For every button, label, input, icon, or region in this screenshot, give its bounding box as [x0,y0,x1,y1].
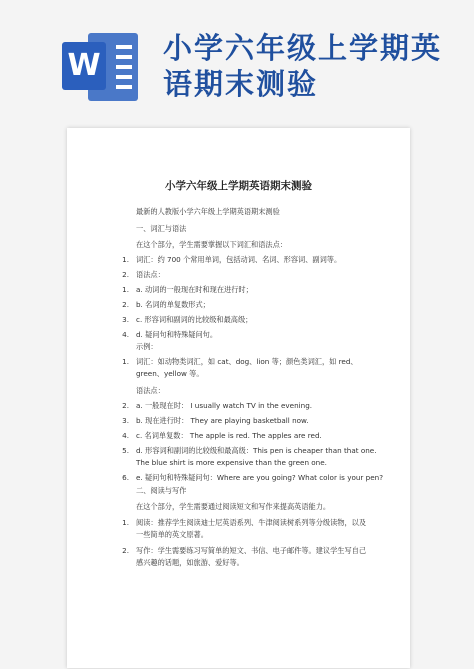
list-item: 词汇：如动物类词汇，如 cat、dog、lion 等；颜色类词汇，如 red、 [136,357,358,366]
list-item: 阅读：推荐学生阅读迪士尼英语系列、牛津阅读树系列等分级读物，以及 [136,518,367,527]
section-heading: 一、词汇与语法 [136,224,187,233]
list-marker: 2. [122,270,129,279]
list-marker: 3. [122,416,129,425]
section-heading: 二、阅读与写作 [136,486,187,495]
list-marker: 2. [122,546,129,555]
list-marker: 6. [122,473,129,482]
list-marker: 2. [122,300,129,309]
list-item: 写作：学生需要练习写简单的短文、书信、电子邮件等。建议学生写自己 [136,546,367,555]
list-marker: 1. [122,357,129,366]
list-marker: 4. [122,330,129,339]
list-marker: 1. [122,518,129,527]
list-item: 语法点： [136,270,165,279]
doc-line: 语法点： [136,386,165,395]
list-item: c. 形容词和副词的比较级和最高级； [136,315,253,324]
list-item: d. 疑问句和特殊疑问句。 [136,330,218,339]
word-document-icon [62,28,138,106]
list-item: a. 动词的一般现在时和现在进行时； [136,285,253,294]
doc-line: 在这个部分，学生需要通过阅读短文和写作来提高英语能力。 [136,502,331,511]
list-item: c. 名词单复数： The apple is red. The apples are red. [136,431,322,440]
doc-line: 一些简单的英文原著。 [136,530,208,539]
word-logo-letter: W [62,42,106,90]
document-title: 小学六年级上学期英语期末测验 [165,180,312,192]
list-marker: 4. [122,431,129,440]
banner [0,0,474,130]
doc-line: 示例： [136,342,158,351]
document-page [67,128,410,668]
list-item: a. 一般现在时： I usually watch TV in the evening. [136,401,313,410]
list-item: b. 现在进行时： They are playing basketball now. [136,416,309,425]
doc-line: The blue shirt is more expensive than the green one. [136,458,327,467]
doc-line: 最新的人教版小学六年级上学期英语期末测验 [136,207,280,216]
doc-line: green、yellow 等。 [136,369,204,378]
list-marker: 3. [122,315,129,324]
list-marker: 5. [122,446,129,455]
list-marker: 1. [122,285,129,294]
list-item: e. 疑问句和特殊疑问句：Where are you going? What color is your pen? [136,473,384,482]
list-marker: 1. [122,255,129,264]
list-marker: 2. [122,401,129,410]
list-item: 词汇：约 700 个常用单词，包括动词、名词、形容词、副词等。 [136,255,342,264]
banner-title: 小学六年级上学期英语期末测验 [163,31,443,101]
list-item: d. 形容词和副词的比较级和最高级：This pen is cheaper than that one. [136,446,377,455]
doc-line: 感兴趣的话题，如旅游、爱好等。 [136,558,244,567]
doc-line: 在这个部分，学生需要掌握以下词汇和语法点： [136,240,287,249]
list-item: b. 名词的单复数形式； [136,300,210,309]
